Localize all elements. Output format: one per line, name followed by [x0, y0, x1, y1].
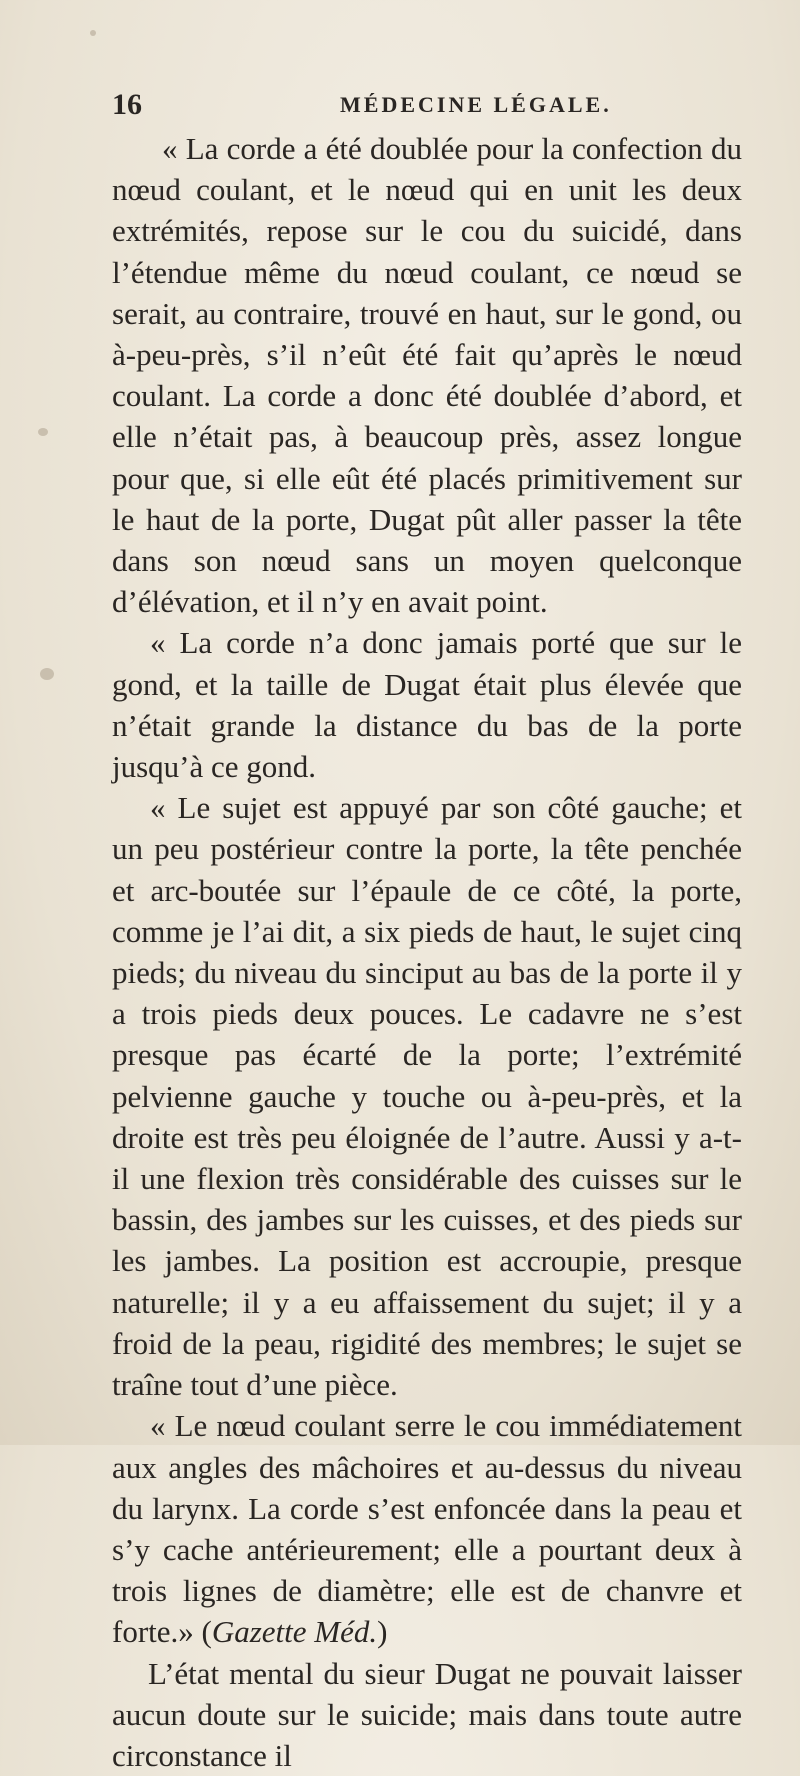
- paragraph-1: « La corde a été doublée pour la confection du nœud coulant, et le nœud qui en unit les deux extrémités, repose sur le cou du suicidé, dans l’étendue même du nœud coulant, ce nœud se serait, au contraire, trouvé en haut, sur le gond, ou à-peu-près, s’il n’eût été fait qu’après le nœud coulant. La corde a donc été doublée d’abord, et elle n’était pas, à beaucoup près, assez longue pour que, si elle eût été placés primitivement sur le haut de la porte, Dugat pût aller passer la tête dans son nœud sans un moyen quelconque d’élévation, et il n’y en avait point.: [112, 131, 742, 620]
- paper-speck: [90, 30, 96, 36]
- paper-speck: [40, 668, 54, 680]
- paragraph-4: [112, 1405, 742, 1652]
- citation-close: ): [377, 1614, 388, 1650]
- paragraph-5: L’état mental du sieur Dugat ne pouvait laisser aucun doute sur le suicide; mais dans toute autre circonstance il: [112, 1655, 742, 1773]
- paragraph-2: « La corde n’a donc jamais porté que sur le gond, et la taille de Dugat était plus élevée que n’était grande la distance du bas de la porte jusqu’à ce gond.: [112, 625, 742, 785]
- body-text: [112, 128, 742, 1776]
- paragraph-4-text: « Le nœud coulant serre le cou immédiatement aux angles des mâchoires et au-dessus du niveau du larynx. La corde s’est enfoncée dans la peau et s’y cache antérieurement; elle a pourtant deux à trois lignes de diamètre; elle est de chanvre et forte.» (: [112, 1408, 742, 1650]
- page-number: 16: [112, 88, 142, 121]
- page-header: [112, 88, 752, 128]
- running-head: MÉDECINE LÉGALE.: [340, 92, 612, 117]
- paper-speck: [38, 428, 48, 436]
- citation: Gazette Méd.: [211, 1614, 378, 1650]
- paragraph-3: « Le sujet est appuyé par son côté gauche; et un peu postérieur contre la porte, la tête penchée et arc-boutée sur l’épaule de ce côté, la porte, comme je l’ai dit, a six pieds de haut, le sujet cinq pieds; du niveau du sinciput au bas de la porte il y a trois pieds deux pouces. Le cadavre ne s’est presque pas écarté de la porte; l’extrémité pelvienne gauche y touche ou à-peu-près, et la droite est très peu éloignée de l’autre. Aussi y a-t-il une flexion très considérable des cuisses sur le bassin, des jambes sur les cuisses, et des pieds sur les jambes. La position est accroupie, presque naturelle; il y a eu affaissement du sujet; il y a froid de la peau, rigidité des membres; le sujet se traîne tout d’une pièce.: [112, 790, 742, 1403]
